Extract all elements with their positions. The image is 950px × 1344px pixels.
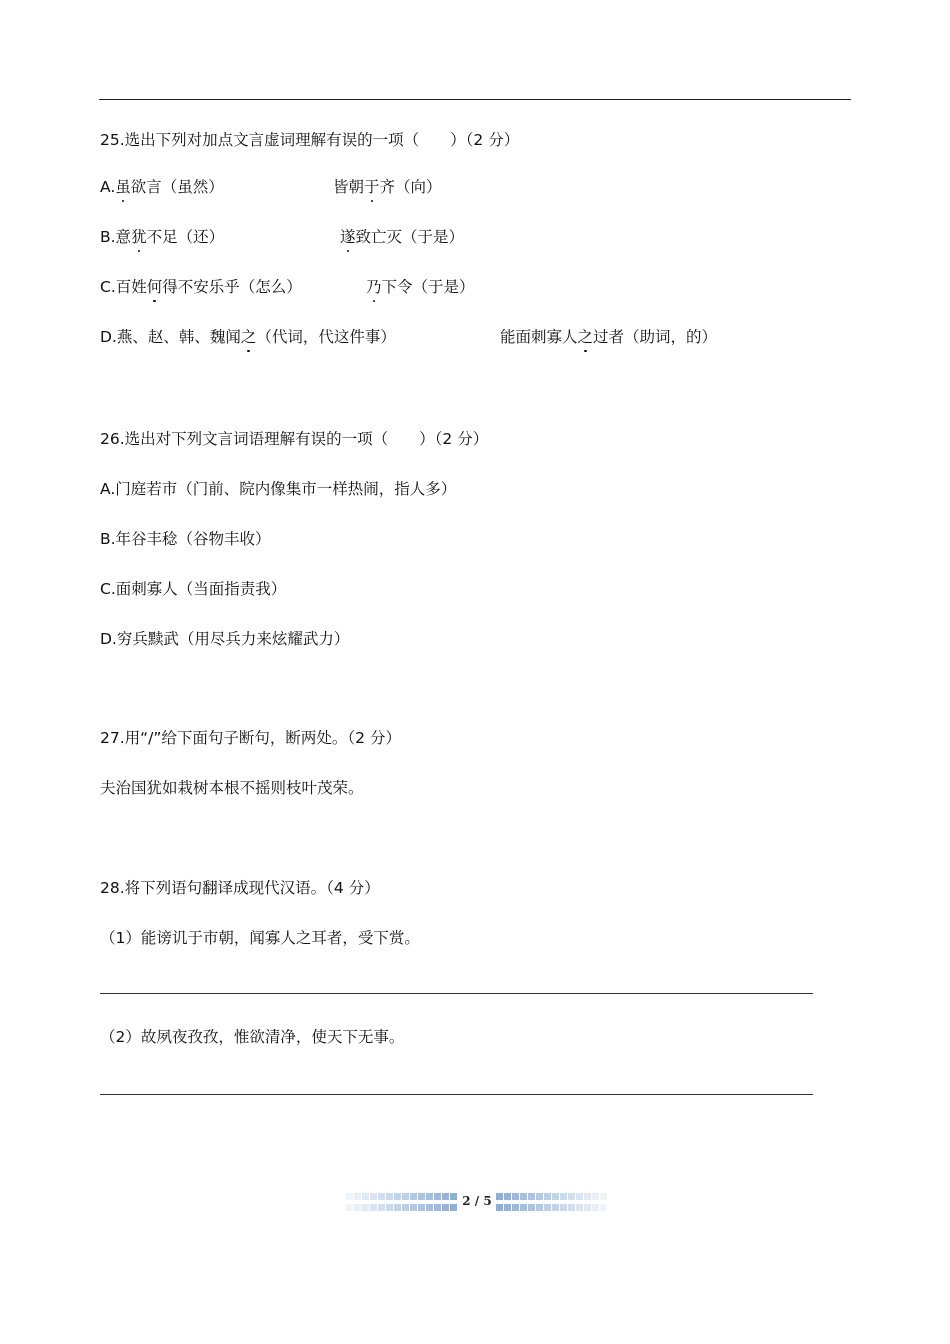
page-footer	[346, 1190, 608, 1214]
footer-block	[496, 1204, 503, 1211]
dotted-char: 犹	[131, 228, 147, 246]
footer-block	[394, 1204, 401, 1211]
option-label: A.	[100, 178, 116, 196]
option-text: 致亡灭（于是）	[355, 228, 465, 246]
q25-option-a-second	[333, 177, 442, 197]
option-text: 皆朝	[333, 178, 365, 196]
footer-block	[536, 1204, 543, 1211]
footer-block	[410, 1204, 417, 1211]
footer-block	[592, 1204, 599, 1211]
footer-block	[568, 1193, 575, 1200]
footer-block	[528, 1193, 535, 1200]
q26-option-b: B.年谷丰稔（谷物丰收）	[100, 530, 271, 548]
footer-block	[378, 1193, 385, 1200]
q25-option-d-second	[500, 327, 717, 347]
footer-block	[568, 1204, 575, 1211]
footer-block	[418, 1193, 425, 1200]
footer-block	[418, 1204, 425, 1211]
footer-block	[576, 1204, 583, 1211]
footer-block	[504, 1204, 511, 1211]
footer-block	[600, 1193, 607, 1200]
footer-block	[560, 1193, 567, 1200]
q25-option-b	[100, 227, 224, 247]
footer-block	[346, 1204, 353, 1211]
option-text: 齐（向）	[379, 178, 442, 196]
q25-option-a	[100, 177, 224, 197]
q25-option-c	[100, 277, 302, 297]
footer-block	[600, 1204, 607, 1211]
option-text: 下令（于是）	[381, 278, 475, 296]
footer-block	[504, 1193, 511, 1200]
option-label: D.燕、赵、韩、魏闻	[100, 328, 241, 346]
footer-block	[426, 1193, 433, 1200]
footer-block	[536, 1193, 543, 1200]
footer-block	[362, 1204, 369, 1211]
footer-block	[520, 1193, 527, 1200]
question-26-stem: 26.选出对下列文言词语理解有误的一项（ ）（2 分）	[100, 430, 489, 448]
footer-block	[512, 1193, 519, 1200]
option-text: 欲言（虽然）	[130, 178, 224, 196]
footer-block	[544, 1204, 551, 1211]
q26-option-a: A.门庭若市（门前、院内像集市一样热闹，指人多）	[100, 480, 457, 498]
footer-block	[354, 1193, 361, 1200]
question-28-stem: 28.将下列语句翻译成现代汉语。（4 分）	[100, 879, 380, 897]
footer-block	[370, 1193, 377, 1200]
footer-block	[402, 1204, 409, 1211]
footer-block	[386, 1204, 393, 1211]
q25-option-d	[100, 327, 396, 347]
q26-option-c: C.面刺寡人（当面指责我）	[100, 580, 287, 598]
option-text: 不足（还）	[146, 228, 225, 246]
option-text: 得不安乐乎（怎么）	[162, 278, 302, 296]
dotted-char: 之	[240, 328, 257, 346]
footer-block	[410, 1193, 417, 1200]
footer-decoration-right	[496, 1190, 608, 1214]
option-label: B.意	[100, 228, 132, 246]
option-text: （代词，代这件事）	[256, 328, 396, 346]
footer-block	[584, 1204, 591, 1211]
footer-block	[370, 1204, 377, 1211]
footer-block	[386, 1193, 393, 1200]
footer-block	[442, 1204, 449, 1211]
answer-line-2[interactable]	[100, 1094, 813, 1095]
footer-block	[560, 1204, 567, 1211]
dotted-char: 虽	[115, 178, 131, 196]
footer-block	[450, 1193, 457, 1200]
q25-option-b-second	[340, 227, 464, 247]
footer-block	[434, 1204, 441, 1211]
footer-block	[346, 1193, 353, 1200]
footer-block	[450, 1204, 457, 1211]
option-text: 过者（助词，的）	[593, 328, 718, 346]
q25-option-c-second	[366, 277, 475, 297]
option-label: C.百姓	[100, 278, 147, 296]
q28-sentence-1: （1）能谤讥于市朝，闻寡人之耳者，受下赏。	[100, 929, 420, 947]
page-number: 2 / 5	[462, 1194, 492, 1208]
q26-option-d: D.穷兵黩武（用尽兵力来炫耀武力）	[100, 630, 350, 648]
dotted-char: 乃	[366, 278, 382, 296]
footer-block	[442, 1193, 449, 1200]
dotted-char: 何	[146, 278, 163, 296]
footer-block	[378, 1204, 385, 1211]
footer-block	[520, 1204, 527, 1211]
header-rule	[99, 99, 851, 100]
answer-line-1[interactable]	[100, 993, 813, 994]
footer-block	[576, 1193, 583, 1200]
footer-block	[362, 1193, 369, 1200]
footer-block	[496, 1193, 503, 1200]
dotted-char: 于	[364, 178, 380, 196]
footer-block	[552, 1204, 559, 1211]
footer-block	[434, 1193, 441, 1200]
footer-block	[426, 1204, 433, 1211]
footer-block	[402, 1193, 409, 1200]
footer-block	[528, 1204, 535, 1211]
footer-block	[544, 1193, 551, 1200]
q27-sentence: 夫治国犹如栽树本根不摇则枝叶茂荣。	[100, 779, 364, 797]
footer-block	[512, 1204, 519, 1211]
question-27-stem: 27.用“/”给下面句子断句，断两处。（2 分）	[100, 729, 401, 747]
footer-block	[592, 1193, 599, 1200]
footer-block	[394, 1193, 401, 1200]
option-text: 能面刺寡人	[500, 328, 578, 346]
dotted-char: 之	[577, 328, 594, 346]
question-25-stem: 25.选出下列对加点文言虚词理解有误的一项（ ）（2 分）	[100, 131, 520, 149]
footer-block	[552, 1193, 559, 1200]
q28-sentence-2: （2）故夙夜孜孜，惟欲清净，使天下无事。	[100, 1028, 405, 1046]
footer-decoration-left	[346, 1190, 458, 1214]
dotted-char: 遂	[340, 228, 356, 246]
footer-block	[584, 1193, 591, 1200]
footer-block	[354, 1204, 361, 1211]
